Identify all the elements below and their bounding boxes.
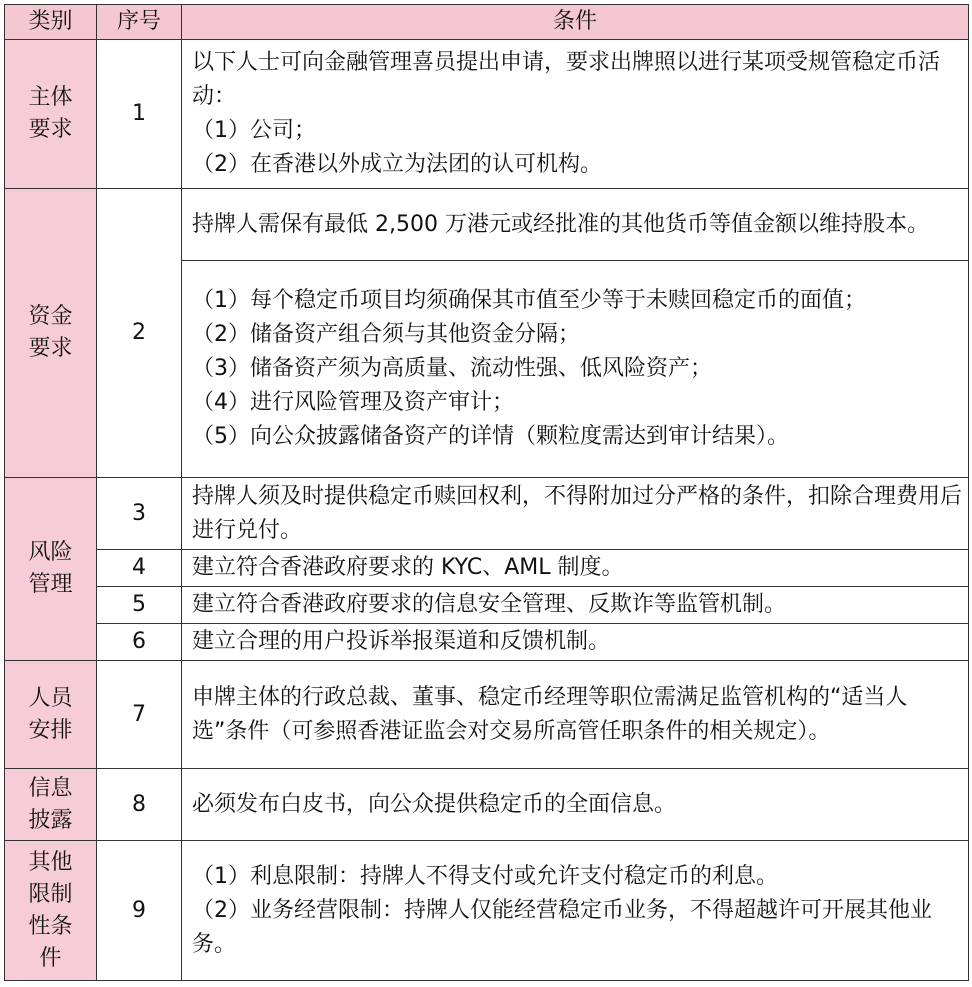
condition-line: （3）储备资产须为高质量、流动性强、低风险资产； (192, 356, 712, 381)
row-number: 8 (97, 769, 182, 841)
table-row (5, 587, 969, 624)
table-header-row (5, 5, 969, 40)
condition-line: 申牌主体的行政总裁、董事、稳定币经理等职位需满足监管机构的“适当人选”条件（可参照香港证监会对交易所高管任职条件的相关规定）。 (192, 684, 908, 744)
condition-line: 建立符合香港政府要求的 KYC、AML 制度。 (192, 555, 624, 580)
condition-cell (182, 189, 969, 261)
table-row (5, 40, 969, 189)
category-capital (5, 189, 97, 478)
category-line: 安排 (28, 717, 73, 743)
row-number: 6 (97, 624, 182, 661)
category-disclosure (5, 769, 97, 841)
condition-line: 以下人士可向金融管理喜员提出申请，要求出牌照以进行某项受规管稳定币活动： (192, 50, 941, 109)
condition-cell (182, 841, 969, 981)
category-line: 资金 (28, 304, 73, 329)
category-line: 风险 (28, 540, 73, 565)
condition-cell (182, 478, 969, 550)
category-line: 信息 (28, 775, 73, 801)
row-number: 9 (97, 841, 182, 981)
condition-line: 建立符合香港政府要求的信息安全管理、反欺诈等监管机制。 (192, 592, 787, 617)
table-row (5, 550, 969, 587)
table-row (5, 624, 969, 661)
requirements-table (4, 4, 969, 981)
category-line: 其他 (28, 849, 73, 875)
category-line: 主体 (28, 85, 73, 110)
row-number: 5 (97, 587, 182, 624)
condition-line: （1）公司； (192, 118, 316, 143)
condition-line: 必须发布白皮书，向公众提供稳定币的全面信息。 (192, 791, 677, 817)
condition-line: （2）在香港以外成立为法团的认可机构。 (192, 152, 602, 177)
category-line: 要求 (28, 336, 73, 361)
row-number: 7 (97, 661, 182, 769)
condition-line: （1）每个稳定币项目均须确保其市值至少等于未赎回稳定币的面值； (192, 288, 866, 313)
condition-cell (182, 40, 969, 189)
category-line: 披露 (28, 807, 73, 833)
category-line: 限制 (28, 881, 73, 907)
condition-cell (182, 661, 969, 769)
header-number: 序号 (97, 5, 182, 40)
condition-cell (182, 261, 969, 478)
condition-line: （1）利息限制：持牌人不得支付或允许支付稳定币的利息。 (192, 863, 778, 889)
row-number: 1 (97, 40, 182, 189)
category-other (5, 841, 97, 981)
table-row (5, 841, 969, 981)
category-subject (5, 40, 97, 189)
condition-cell (182, 587, 969, 624)
condition-line: （2）业务经营限制：持牌人仅能经营稳定币业务，不得超越许可开展其他业务。 (192, 897, 932, 957)
condition-line: （4）进行风险管理及资产审计； (192, 390, 514, 415)
condition-line: 持牌人需保有最低 2,500 万港元或经批准的其他货币等值金额以维持股本。 (192, 211, 929, 237)
category-personnel (5, 661, 97, 769)
category-line: 管理 (28, 572, 73, 597)
row-number: 3 (97, 478, 182, 550)
table-row (5, 478, 969, 550)
condition-line: 建立合理的用户投诉举报渠道和反馈机制。 (192, 629, 611, 654)
category-line: 件 (39, 945, 62, 971)
row-number: 4 (97, 550, 182, 587)
condition-cell (182, 769, 969, 841)
condition-line: 持牌人须及时提供稳定币赎回权利，不得附加过分严格的条件，扣除合理费用后进行兑付。 (192, 483, 963, 543)
header-condition: 条件 (182, 5, 969, 40)
table-row (5, 769, 969, 841)
row-number: 2 (97, 189, 182, 478)
condition-line: （2）储备资产组合须与其他资金分隔； (192, 322, 580, 347)
category-line: 性条 (28, 913, 73, 939)
condition-cell (182, 550, 969, 587)
table-row (5, 661, 969, 769)
requirements-table-container (4, 4, 969, 981)
table-row (5, 189, 969, 261)
category-line: 人员 (28, 685, 73, 711)
condition-line: （5）向公众披露储备资产的详情（颗粒度需达到审计结果）。 (192, 424, 789, 449)
header-category: 类别 (5, 5, 97, 40)
category-risk (5, 478, 97, 661)
category-line: 要求 (28, 117, 73, 142)
condition-cell (182, 624, 969, 661)
